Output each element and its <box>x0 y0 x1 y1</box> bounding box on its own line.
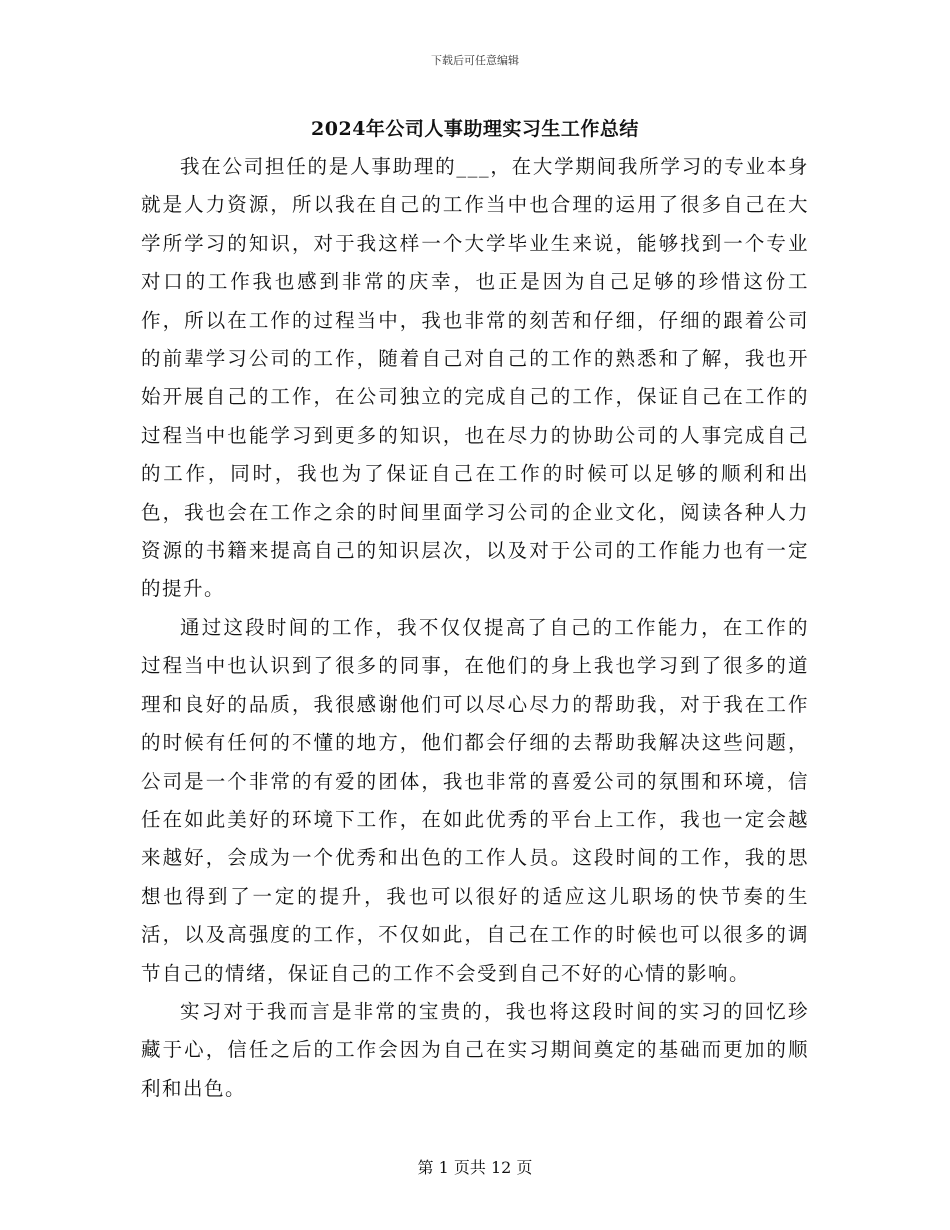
paragraph-3: 实习对于我而言是非常的宝贵的，我也将这段时间的实习的回忆珍藏于心，信任之后的工作会因为自己在实习期间奠定的基础而更加的顺利和出色。 <box>141 999 809 1100</box>
page-number: 第 1 页共 12 页 <box>417 1158 533 1177</box>
document-body <box>141 148 809 1108</box>
paragraph-2: 通过这段时间的工作，我不仅仅提高了自己的工作能力，在工作的过程当中也认识到了很多的同事，在他们的身上我也学习到了很多的道理和良好的品质，我很感谢他们可以尽心尽力的帮助我，对于我在工作的时候有任何的不懂的地方，他们都会仔细的去帮助我解决这些问题，公司是一个非常的有爱的团体，我也非常的喜爱公司的氛围和环境，信任在如此美好的环境下工作，在如此优秀的平台上工作，我也一定会越来越好，会成为一个优秀和出色的工作人员。这段时间的工作，我的思想也得到了一定的提升，我也可以很好的适应这儿职场的快节奏的生活，以及高强度的工作，不仅如此，自己在工作的时候也可以很多的调节自己的情绪，保证自己的工作不会受到自己不好的心情的影响。 <box>141 615 809 985</box>
paragraph-1: 我在公司担任的是人事助理的___，在大学期间我所学习的专业本身就是人力资源，所以我在自己的工作当中也合理的运用了很多自己在大学所学习的知识，对于我这样一个大学毕业生来说，能够找到一个专业对口的工作我也感到非常的庆幸，也正是因为自己足够的珍惜这份工作，所以在工作的过程当中，我也非常的刻苦和仔细，仔细的跟着公司的前辈学习公司的工作，随着自己对自己的工作的熟悉和了解，我也开始开展自己的工作，在公司独立的完成自己的工作，保证自己在工作的过程当中也能学习到更多的知识，也在尽力的协助公司的人事完成自己的工作，同时，我也为了保证自己在工作的时候可以足够的顺利和出色，我也会在工作之余的时间里面学习公司的企业文化，阅读各种人力资源的书籍来提高自己的知识层次，以及对于公司的工作能力也有一定的提升。 <box>141 155 809 601</box>
page-header-note: 下载后可任意编辑 <box>431 54 519 67</box>
document-title: 2024年公司人事助理实习生工作总结 <box>311 118 639 140</box>
